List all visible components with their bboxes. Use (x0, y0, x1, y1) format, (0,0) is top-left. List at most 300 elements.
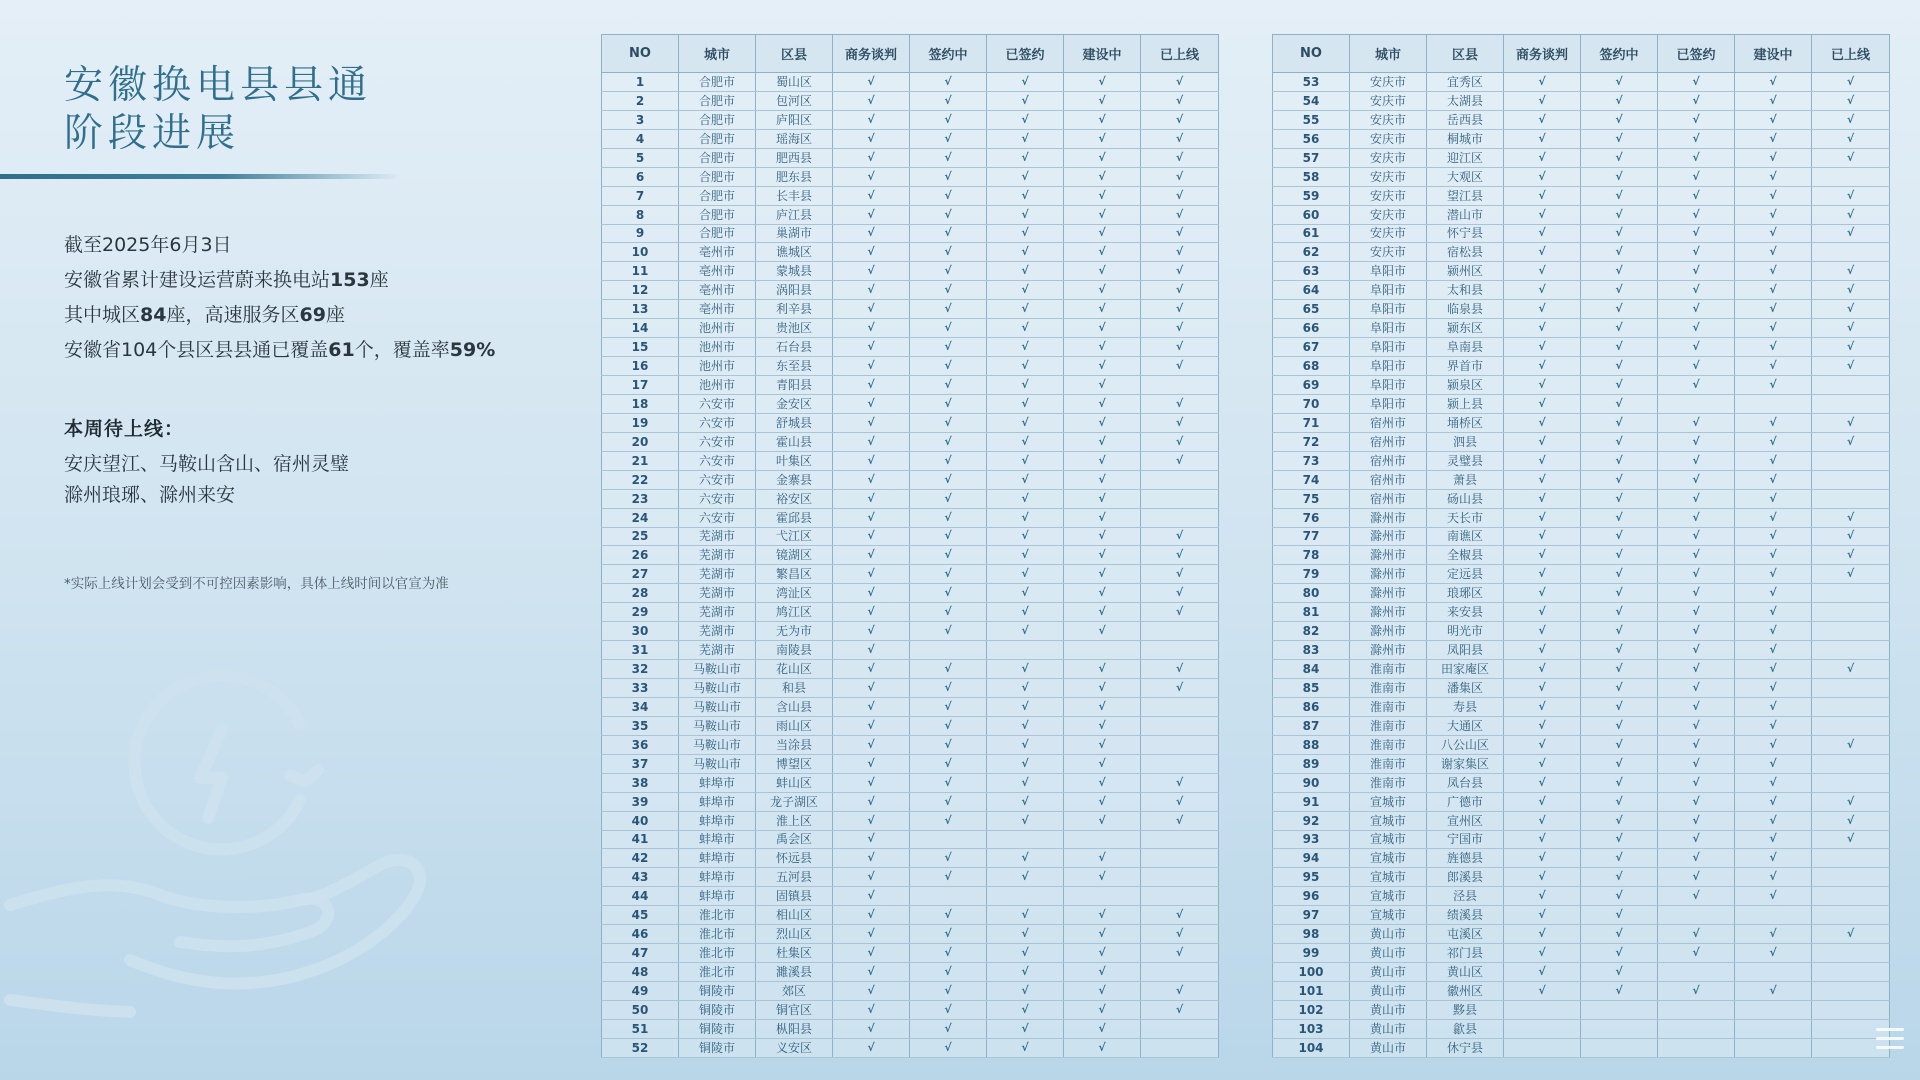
stage-signed-cell: √ (1658, 584, 1735, 603)
stage-signed-cell: √ (987, 1019, 1064, 1038)
table-row (1273, 925, 1890, 944)
progress-table-right (1272, 34, 1890, 1058)
table-row (602, 849, 1219, 868)
stage-signing-cell: √ (910, 773, 987, 792)
stage-online-cell: √ (1141, 546, 1219, 565)
stats-total-label: 安徽省累计建设运营蔚来换电站 (64, 269, 331, 291)
county-cell: 淮上区 (756, 811, 833, 830)
stats-coverage-line (64, 333, 495, 368)
row-number: 40 (602, 811, 679, 830)
stage-signed-cell: √ (1658, 716, 1735, 735)
county-cell: 宿松县 (1427, 243, 1504, 262)
stage-online-cell (1812, 887, 1890, 906)
stage-construction-cell: √ (1064, 546, 1141, 565)
table-row (1273, 660, 1890, 679)
stage-online-cell: √ (1812, 792, 1890, 811)
table-row (1273, 679, 1890, 698)
city-cell: 马鞍山市 (679, 660, 756, 679)
stage-construction-cell: √ (1735, 546, 1812, 565)
city-cell: 池州市 (679, 338, 756, 357)
city-cell: 宿州市 (1350, 489, 1427, 508)
stage-signed-cell: √ (987, 110, 1064, 129)
stage-construction-cell: √ (1064, 773, 1141, 792)
stage-signed-cell: √ (987, 906, 1064, 925)
city-cell: 蚌埠市 (679, 792, 756, 811)
city-cell: 马鞍山市 (679, 716, 756, 735)
stage-construction-cell: √ (1064, 394, 1141, 413)
stage-signed-cell: √ (987, 1038, 1064, 1057)
stage-signing-cell: √ (1581, 243, 1658, 262)
row-number: 22 (602, 470, 679, 489)
city-cell: 六安市 (679, 394, 756, 413)
stage-construction-cell: √ (1735, 565, 1812, 584)
county-cell: 怀宁县 (1427, 224, 1504, 243)
stage-signing-cell (1581, 1038, 1658, 1057)
stage-signed-cell: √ (987, 679, 1064, 698)
this-week-list (64, 449, 349, 511)
row-number: 24 (602, 508, 679, 527)
city-cell: 芜湖市 (679, 622, 756, 641)
stage-signing-cell: √ (910, 376, 987, 395)
stage-negotiation-cell: √ (833, 754, 910, 773)
stage-online-cell: √ (1141, 565, 1219, 584)
column-header: 已签约 (987, 35, 1064, 73)
stage-signed-cell: √ (987, 622, 1064, 641)
stage-signed-cell: √ (987, 281, 1064, 300)
stage-signing-cell: √ (1581, 982, 1658, 1001)
stage-online-cell: √ (1812, 508, 1890, 527)
stage-signing-cell: √ (1581, 622, 1658, 641)
county-cell: 颍东区 (1427, 319, 1504, 338)
city-cell: 宣城市 (1350, 849, 1427, 868)
city-cell: 安庆市 (1350, 73, 1427, 92)
city-cell: 黄山市 (1350, 982, 1427, 1001)
row-number: 66 (1273, 319, 1350, 338)
county-cell: 凤台县 (1427, 773, 1504, 792)
table-row (602, 300, 1219, 319)
county-cell: 南谯区 (1427, 527, 1504, 546)
stage-online-cell: √ (1141, 792, 1219, 811)
stage-signing-cell: √ (1581, 906, 1658, 925)
stage-construction-cell: √ (1735, 641, 1812, 660)
city-cell: 铜陵市 (679, 1000, 756, 1019)
column-header: 建设中 (1735, 35, 1812, 73)
stage-signing-cell: √ (910, 906, 987, 925)
city-cell: 铜陵市 (679, 1038, 756, 1057)
stage-negotiation-cell: √ (1504, 376, 1581, 395)
stage-signing-cell: √ (1581, 167, 1658, 186)
stage-online-cell: √ (1812, 735, 1890, 754)
table-header-row (1273, 35, 1890, 73)
stage-negotiation-cell: √ (833, 243, 910, 262)
stage-signed-cell: √ (987, 357, 1064, 376)
table-row (602, 1019, 1219, 1038)
stage-online-cell: √ (1812, 281, 1890, 300)
stage-construction-cell (1735, 1019, 1812, 1038)
city-cell: 安庆市 (1350, 110, 1427, 129)
stats-urban-value: 84 (140, 304, 167, 326)
stage-negotiation-cell: √ (1504, 603, 1581, 622)
row-number: 69 (1273, 376, 1350, 395)
stage-signed-cell: √ (987, 603, 1064, 622)
stage-signing-cell: √ (910, 432, 987, 451)
stage-construction-cell: √ (1735, 792, 1812, 811)
county-cell: 明光市 (1427, 622, 1504, 641)
stage-online-cell (1141, 754, 1219, 773)
row-number: 65 (1273, 300, 1350, 319)
stage-negotiation-cell: √ (833, 849, 910, 868)
stage-online-cell: √ (1141, 944, 1219, 963)
stage-construction-cell: √ (1064, 319, 1141, 338)
battery-swap-hand-illustration (0, 660, 460, 1060)
city-cell: 宣城市 (1350, 887, 1427, 906)
row-number: 68 (1273, 357, 1350, 376)
table-row (602, 830, 1219, 849)
stage-signing-cell: √ (910, 262, 987, 281)
column-header: 签约中 (1581, 35, 1658, 73)
stage-negotiation-cell: √ (1504, 622, 1581, 641)
stage-signed-cell: √ (987, 451, 1064, 470)
table-row (1273, 735, 1890, 754)
stage-construction-cell: √ (1064, 91, 1141, 110)
table-row (1273, 697, 1890, 716)
stage-signing-cell: √ (910, 565, 987, 584)
stage-construction-cell: √ (1064, 754, 1141, 773)
stage-online-cell: √ (1812, 110, 1890, 129)
city-cell: 阜阳市 (1350, 376, 1427, 395)
city-cell: 滁州市 (1350, 565, 1427, 584)
table-row (602, 868, 1219, 887)
stage-construction-cell: √ (1735, 982, 1812, 1001)
stage-signing-cell: √ (910, 925, 987, 944)
county-cell: 寿县 (1427, 697, 1504, 716)
stage-negotiation-cell (1504, 1000, 1581, 1019)
table-row (602, 508, 1219, 527)
stage-negotiation-cell: √ (1504, 527, 1581, 546)
city-cell: 安庆市 (1350, 186, 1427, 205)
row-number: 102 (1273, 1000, 1350, 1019)
stage-signed-cell: √ (987, 489, 1064, 508)
row-number: 97 (1273, 906, 1350, 925)
stage-signing-cell: √ (910, 1038, 987, 1057)
stage-signing-cell: √ (1581, 754, 1658, 773)
table-row (1273, 963, 1890, 982)
county-cell: 大观区 (1427, 167, 1504, 186)
stage-negotiation-cell: √ (833, 186, 910, 205)
county-cell: 砀山县 (1427, 489, 1504, 508)
stage-negotiation-cell: √ (1504, 963, 1581, 982)
row-number: 4 (602, 129, 679, 148)
stage-signing-cell: √ (1581, 925, 1658, 944)
table-row (602, 565, 1219, 584)
stage-construction-cell: √ (1064, 432, 1141, 451)
stage-construction-cell: √ (1735, 584, 1812, 603)
stage-signing-cell: √ (910, 735, 987, 754)
row-number: 45 (602, 906, 679, 925)
stage-online-cell: √ (1812, 262, 1890, 281)
stage-construction-cell (1735, 963, 1812, 982)
row-number: 86 (1273, 697, 1350, 716)
stage-negotiation-cell: √ (1504, 186, 1581, 205)
county-cell: 繁昌区 (756, 565, 833, 584)
stage-signing-cell: √ (1581, 224, 1658, 243)
stage-signing-cell: √ (1581, 603, 1658, 622)
stage-online-cell: √ (1141, 1000, 1219, 1019)
row-number: 21 (602, 451, 679, 470)
stage-signing-cell: √ (1581, 679, 1658, 698)
row-number: 104 (1273, 1038, 1350, 1057)
row-number: 28 (602, 584, 679, 603)
stage-construction-cell: √ (1064, 679, 1141, 698)
table-row (1273, 982, 1890, 1001)
county-cell: 谢家集区 (1427, 754, 1504, 773)
stage-negotiation-cell: √ (833, 300, 910, 319)
row-number: 77 (1273, 527, 1350, 546)
stage-signed-cell: √ (1658, 508, 1735, 527)
table-row (1273, 489, 1890, 508)
stage-negotiation-cell: √ (833, 1038, 910, 1057)
table-row (1273, 603, 1890, 622)
stage-signed-cell: √ (987, 925, 1064, 944)
stage-signing-cell: √ (910, 679, 987, 698)
city-cell: 淮南市 (1350, 716, 1427, 735)
stage-construction-cell: √ (1064, 262, 1141, 281)
stage-signing-cell: √ (910, 224, 987, 243)
stage-construction-cell: √ (1735, 622, 1812, 641)
county-cell: 琅琊区 (1427, 584, 1504, 603)
row-number: 72 (1273, 432, 1350, 451)
stage-signed-cell: √ (1658, 470, 1735, 489)
county-cell: 铜官区 (756, 1000, 833, 1019)
stage-signed-cell (1658, 394, 1735, 413)
stage-construction-cell: √ (1735, 508, 1812, 527)
stage-signed-cell: √ (987, 338, 1064, 357)
city-cell: 滁州市 (1350, 508, 1427, 527)
stage-negotiation-cell: √ (1504, 679, 1581, 698)
stage-signed-cell: √ (1658, 432, 1735, 451)
row-number: 7 (602, 186, 679, 205)
county-cell: 烈山区 (756, 925, 833, 944)
city-cell: 芜湖市 (679, 527, 756, 546)
table-row (602, 110, 1219, 129)
county-cell: 天长市 (1427, 508, 1504, 527)
table-row (1273, 186, 1890, 205)
row-number: 23 (602, 489, 679, 508)
table-row (1273, 792, 1890, 811)
stage-signing-cell: √ (910, 944, 987, 963)
stage-negotiation-cell: √ (1504, 73, 1581, 92)
row-number: 16 (602, 357, 679, 376)
city-cell: 宿州市 (1350, 432, 1427, 451)
stage-negotiation-cell: √ (1504, 394, 1581, 413)
stage-negotiation-cell: √ (1504, 281, 1581, 300)
stage-signing-cell: √ (910, 963, 987, 982)
stage-construction-cell: √ (1064, 565, 1141, 584)
row-number: 64 (1273, 281, 1350, 300)
title-line-1: 安徽换电县县通 (64, 63, 373, 108)
stage-online-cell (1141, 697, 1219, 716)
stage-signed-cell: √ (1658, 489, 1735, 508)
row-number: 46 (602, 925, 679, 944)
table-row (1273, 584, 1890, 603)
city-cell: 六安市 (679, 470, 756, 489)
county-cell: 谯城区 (756, 243, 833, 262)
row-number: 91 (1273, 792, 1350, 811)
row-number: 84 (1273, 660, 1350, 679)
county-cell: 潘集区 (1427, 679, 1504, 698)
stage-signed-cell (1658, 906, 1735, 925)
table-row (1273, 1038, 1890, 1057)
stage-negotiation-cell: √ (1504, 451, 1581, 470)
city-cell: 六安市 (679, 432, 756, 451)
stage-online-cell: √ (1141, 982, 1219, 1001)
stage-construction-cell: √ (1064, 811, 1141, 830)
table-row (602, 906, 1219, 925)
stage-negotiation-cell: √ (833, 451, 910, 470)
stage-online-cell (1812, 451, 1890, 470)
stage-signing-cell: √ (1581, 792, 1658, 811)
column-header: NO (1273, 35, 1350, 73)
stage-signed-cell: √ (1658, 849, 1735, 868)
stage-construction-cell: √ (1064, 451, 1141, 470)
stage-online-cell (1141, 849, 1219, 868)
table-row (1273, 432, 1890, 451)
stage-construction-cell: √ (1064, 300, 1141, 319)
stage-signed-cell: √ (1658, 224, 1735, 243)
stage-signed-cell: √ (987, 205, 1064, 224)
county-cell: 屯溪区 (1427, 925, 1504, 944)
stage-construction-cell: √ (1735, 357, 1812, 376)
row-number: 51 (602, 1019, 679, 1038)
stage-signing-cell: √ (910, 868, 987, 887)
stage-construction-cell: √ (1064, 868, 1141, 887)
stage-signing-cell: √ (910, 110, 987, 129)
stage-online-cell: √ (1141, 148, 1219, 167)
stage-construction-cell: √ (1064, 849, 1141, 868)
stage-online-cell: √ (1812, 413, 1890, 432)
stage-construction-cell: √ (1064, 205, 1141, 224)
row-number: 60 (1273, 205, 1350, 224)
stage-signing-cell: √ (910, 546, 987, 565)
stage-construction-cell: √ (1064, 1000, 1141, 1019)
stage-signed-cell: √ (1658, 925, 1735, 944)
stage-construction-cell: √ (1735, 527, 1812, 546)
stage-signed-cell: √ (987, 91, 1064, 110)
county-cell: 舒城县 (756, 413, 833, 432)
stage-negotiation-cell: √ (833, 584, 910, 603)
column-header: 城市 (1350, 35, 1427, 73)
row-number: 98 (1273, 925, 1350, 944)
row-number: 8 (602, 205, 679, 224)
stage-online-cell (1812, 849, 1890, 868)
city-cell: 黄山市 (1350, 1019, 1427, 1038)
stage-online-cell: √ (1141, 906, 1219, 925)
table-row (1273, 868, 1890, 887)
stage-signing-cell: √ (910, 622, 987, 641)
row-number: 56 (1273, 129, 1350, 148)
county-cell: 歙县 (1427, 1019, 1504, 1038)
stage-online-cell (1141, 830, 1219, 849)
table-row (1273, 110, 1890, 129)
stage-signing-cell (910, 830, 987, 849)
stage-construction-cell: √ (1064, 376, 1141, 395)
county-cell: 怀远县 (756, 849, 833, 868)
table-row (602, 982, 1219, 1001)
stage-signed-cell: √ (1658, 262, 1735, 281)
table-row (602, 679, 1219, 698)
stage-online-cell (1141, 489, 1219, 508)
table-row (602, 224, 1219, 243)
county-cell: 石台县 (756, 338, 833, 357)
county-cell: 绩溪县 (1427, 906, 1504, 925)
stage-construction-cell: √ (1735, 413, 1812, 432)
table-row (1273, 338, 1890, 357)
row-number: 27 (602, 565, 679, 584)
stage-signed-cell: √ (1658, 281, 1735, 300)
table-row (602, 489, 1219, 508)
city-cell: 亳州市 (679, 281, 756, 300)
table-row (602, 432, 1219, 451)
stage-online-cell: √ (1141, 110, 1219, 129)
row-number: 47 (602, 944, 679, 963)
stage-signed-cell: √ (987, 319, 1064, 338)
county-cell: 固镇县 (756, 887, 833, 906)
city-cell: 安庆市 (1350, 129, 1427, 148)
table-row (1273, 129, 1890, 148)
city-cell: 淮北市 (679, 906, 756, 925)
column-header: 区县 (1427, 35, 1504, 73)
stage-online-cell: √ (1141, 584, 1219, 603)
stage-negotiation-cell: √ (833, 735, 910, 754)
stage-signing-cell: √ (910, 186, 987, 205)
stage-construction-cell: √ (1735, 376, 1812, 395)
county-cell: 叶集区 (756, 451, 833, 470)
stage-signing-cell: √ (910, 697, 987, 716)
table-row (1273, 811, 1890, 830)
row-number: 11 (602, 262, 679, 281)
stage-signed-cell (1658, 963, 1735, 982)
stage-online-cell: √ (1141, 603, 1219, 622)
table-row (1273, 622, 1890, 641)
county-cell: 和县 (756, 679, 833, 698)
table-row (602, 641, 1219, 660)
city-cell: 淮南市 (1350, 754, 1427, 773)
stage-negotiation-cell: √ (833, 1019, 910, 1038)
stage-signed-cell: √ (987, 660, 1064, 679)
stage-signing-cell: √ (910, 470, 987, 489)
table-row (1273, 830, 1890, 849)
stage-negotiation-cell: √ (1504, 887, 1581, 906)
row-number: 33 (602, 679, 679, 698)
stage-construction-cell: √ (1735, 110, 1812, 129)
stage-negotiation-cell: √ (1504, 91, 1581, 110)
stage-construction-cell: √ (1064, 413, 1141, 432)
stage-online-cell (1141, 716, 1219, 735)
stage-signed-cell: √ (987, 413, 1064, 432)
city-cell: 黄山市 (1350, 1000, 1427, 1019)
city-cell: 阜阳市 (1350, 281, 1427, 300)
stage-construction-cell: √ (1064, 622, 1141, 641)
stage-negotiation-cell: √ (833, 697, 910, 716)
stage-signing-cell: √ (1581, 811, 1658, 830)
county-cell: 萧县 (1427, 470, 1504, 489)
county-cell: 青阳县 (756, 376, 833, 395)
stage-signed-cell: √ (987, 432, 1064, 451)
stage-negotiation-cell: √ (1504, 565, 1581, 584)
stage-signed-cell: √ (1658, 167, 1735, 186)
stage-negotiation-cell: √ (1504, 300, 1581, 319)
stage-signing-cell: √ (1581, 91, 1658, 110)
